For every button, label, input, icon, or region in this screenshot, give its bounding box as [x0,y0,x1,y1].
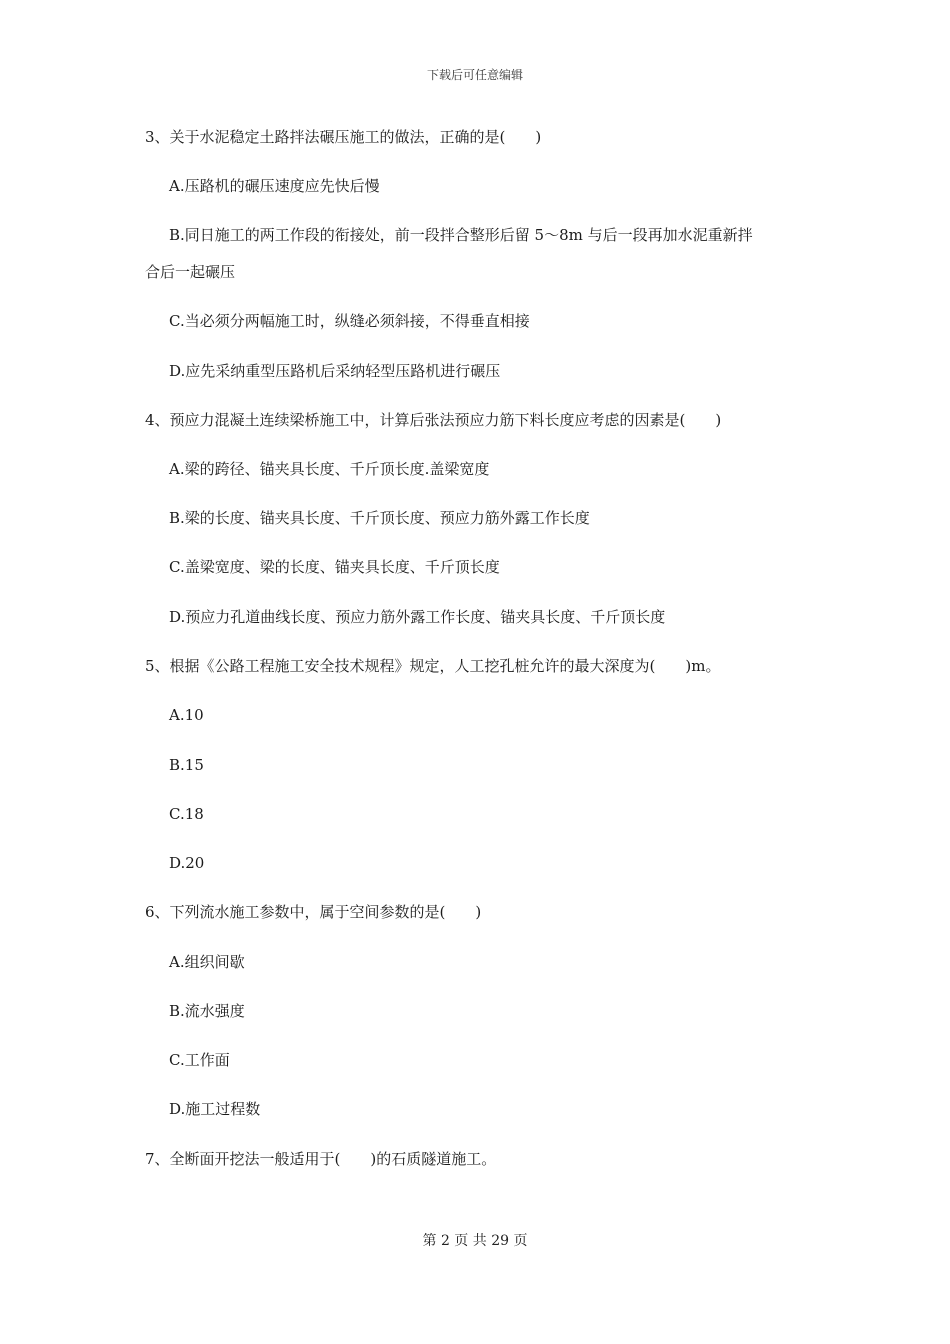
question-6-option-a: A.组织间歇 [169,953,245,971]
question-3-option-c: C.当必须分两幅施工时，纵缝必须斜接，不得垂直相接 [169,312,530,330]
question-6-option-c: C.工作面 [169,1051,230,1069]
question-3-option-a: A.压路机的碾压速度应先快后慢 [169,177,380,195]
question-3-option-b: B.同日施工的两工作段的衔接处，前一段拌合整形后留 5～8m 与后一段再加水泥重新拌 [169,226,753,244]
question-4-option-b: B.梁的长度、锚夹具长度、千斤顶长度、预应力筋外露工作长度 [169,509,590,527]
page-footer: 第 2 页 共 29 页 [422,1233,528,1249]
page-header: 下载后可任意编辑 [426,68,523,82]
question-5-option-c: C.18 [169,805,204,823]
question-5-option-b: B.15 [169,756,204,774]
question-3-option-b-continuation: 合后一起碾压 [145,263,236,281]
question-4-stem: 4、预应力混凝土连续梁桥施工中，计算后张法预应力筋下料长度应考虑的因素是( ) [145,411,722,429]
question-4-option-c: C.盖梁宽度、梁的长度、锚夹具长度、千斤顶长度 [169,558,500,576]
question-6-stem: 6、下列流水施工参数中，属于空间参数的是( ) [145,903,482,921]
question-6-option-b: B.流水强度 [169,1002,245,1020]
question-5-stem: 5、根据《公路工程施工安全技术规程》规定，人工挖孔桩允许的最大深度为( )m。 [145,657,721,675]
question-4-option-d: D.预应力孔道曲线长度、预应力筋外露工作长度、锚夹具长度、千斤顶长度 [169,608,666,626]
question-5-option-a: A.10 [169,706,204,724]
question-5-option-d: D.20 [169,854,205,872]
question-4-option-a: A.梁的跨径、锚夹具长度、千斤顶长度.盖梁宽度 [169,460,490,478]
question-3-option-d: D.应先采纳重型压路机后采纳轻型压路机进行碾压 [169,362,501,380]
question-3-stem: 3、关于水泥稳定土路拌法碾压施工的做法，正确的是( ) [145,128,542,146]
question-6-option-d: D.施工过程数 [169,1100,261,1118]
question-7-stem: 7、全断面开挖法一般适用于( )的石质隧道施工。 [145,1150,497,1168]
